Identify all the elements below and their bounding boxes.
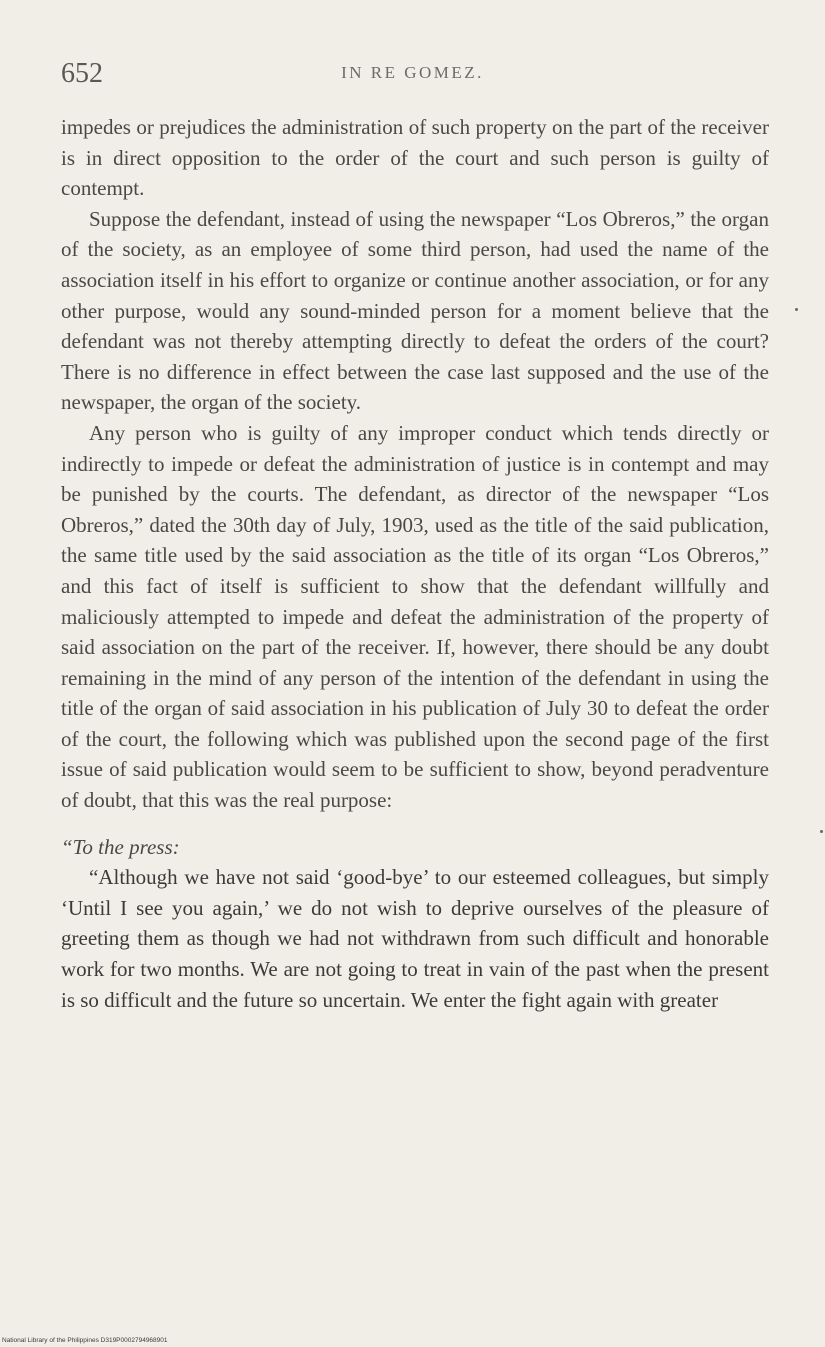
scan-footer: National Library of the Philippines D319P0002794968901 (2, 1337, 168, 1344)
body-text (61, 112, 769, 1015)
running-head: IN RE GOMEZ. (341, 63, 484, 82)
page-number: 652 (61, 58, 103, 89)
quote-heading: “To the press: (61, 834, 180, 859)
paragraph-contempt: Any person who is guilty of any improper conduct which tends directly or indirectly to impede or defeat the administration of justice is in contempt and may be punished by the courts. The defendant, as director of the newspaper “Los Obreros,” dated the 30th day of July, 1903, used as the title of the said publication, the same title used by the said association as the title of its organ “Los Obreros,” and this fact of itself is sufficient to show that the defendant willfully and maliciously attempted to impede and defeat the administration of the property of said association on the part of the receiver. If, however, there should be any doubt remaining in the mind of any person of the intention of the defendant in using the title of the organ of said association in his publication of July 30 to defeat the order of the court, the following which was published upon the second page of the first issue of said publication would seem to be sufficient to show, beyond peradventure of doubt, that this was the real purpose: (61, 420, 769, 813)
paragraph-continuation: impedes or prejudices the administration of such property on the part of the receiver is in direct opposition to the order of the court and such person is guilty of contempt. (61, 115, 769, 201)
scan-speck (795, 308, 798, 311)
paragraph-supposition: Suppose the defendant, instead of using the newspaper “Los Obreros,” the organ of the society, as an employee of some third person, had used the name of the association itself in his effort to organize or continue another association, or for any other purpose, would any sound-minded person for a moment believe that the defendant was not thereby attempting directly to defeat the orders of the court? There is no difference in effect between the case last supposed and the use of the newspaper, the organ of the society. (61, 206, 769, 415)
scan-speck (820, 830, 823, 833)
quote-text: “Although we have not said ‘good-bye’ to our esteemed colleagues, but simply ‘Until I see you again,’ we do not wish to deprive ourselves of the pleasure of greeting them as though we had not withdrawn from such difficult and honorable work for two months. We are not going to treat in vain of the past when the present is so difficult and the future so uncertain. We enter the fight again with greater (61, 865, 769, 1012)
